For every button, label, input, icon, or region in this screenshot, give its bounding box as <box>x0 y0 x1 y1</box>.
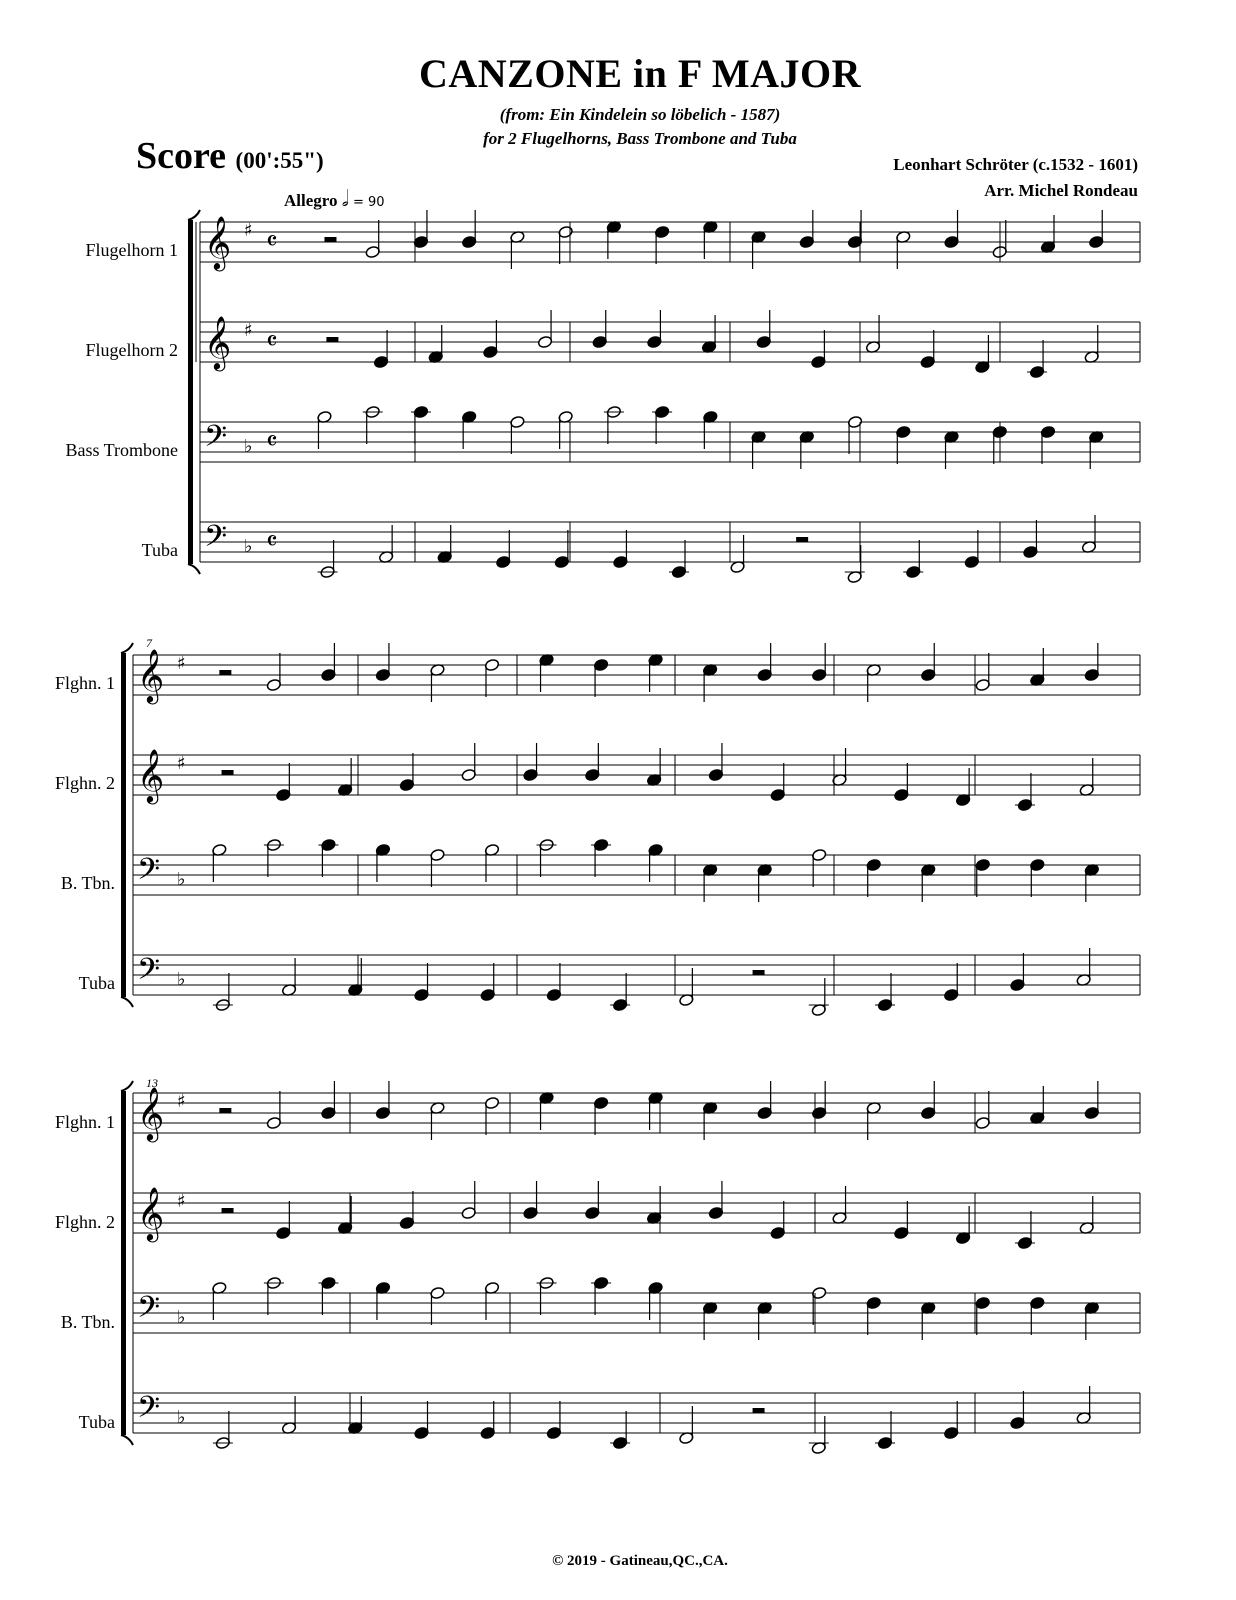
common-time-icon: 𝄴 <box>266 227 278 257</box>
instrument-name: B. Tbn. <box>60 1312 115 1332</box>
bass-clef-icon: 𝄢 <box>137 1391 161 1432</box>
score-title: CANZONE in F MAJOR <box>419 51 861 96</box>
whole-rest-icon <box>219 1108 231 1113</box>
whole-rest-icon <box>222 770 234 775</box>
flat-icon: ♭ <box>177 869 186 890</box>
sharp-icon: ♯ <box>177 1191 186 1212</box>
whole-rest-icon <box>324 237 336 242</box>
treble-clef-icon: 𝄞 <box>204 315 232 369</box>
instrument-name: Flghn. 2 <box>54 773 115 793</box>
score-duration: (00':55") <box>235 148 324 173</box>
instrument-name: B. Tbn. <box>60 873 115 893</box>
system-bracket <box>121 1091 126 1435</box>
instrument-name: Bass Trombone <box>65 440 178 460</box>
instrument-name: Flugelhorn 2 <box>85 340 178 360</box>
score-word: Score <box>136 135 227 177</box>
bracket-hook-top <box>121 1081 133 1091</box>
treble-clef-icon: 𝄞 <box>204 215 232 269</box>
flat-icon: ♭ <box>177 1307 186 1328</box>
bass-clef-icon: 𝄢 <box>137 953 161 994</box>
measure-number: 13 <box>146 1076 158 1090</box>
bass-clef-icon: 𝄢 <box>204 520 228 561</box>
bracket-hook-bottom <box>188 564 200 574</box>
sharp-icon: ♯ <box>244 320 253 341</box>
tempo-value: = 90 <box>353 195 385 210</box>
whole-rest-icon <box>753 1408 765 1413</box>
instrument-name: Flghn. 2 <box>54 1212 115 1232</box>
score-subtitle-instrumentation: for 2 Flugelhorns, Bass Trombone and Tuba <box>483 129 797 148</box>
composer-credit: Leonhart Schröter (c.1532 - 1601) <box>893 155 1138 174</box>
system-bracket <box>188 220 193 564</box>
bracket-hook-top <box>121 643 133 653</box>
measure-number: 7 <box>146 636 152 650</box>
arranger-credit: Arr. Michel Rondeau <box>984 181 1138 200</box>
flat-icon: ♭ <box>244 436 253 457</box>
instrument-name: Tuba <box>78 1412 115 1432</box>
common-time-icon: 𝄴 <box>266 427 278 457</box>
flat-icon: ♭ <box>244 536 253 557</box>
whole-rest-icon <box>222 1208 234 1213</box>
whole-rest-icon <box>796 537 808 542</box>
common-time-icon: 𝄴 <box>266 527 278 557</box>
sharp-icon: ♯ <box>244 220 253 241</box>
instrument-name: Tuba <box>78 973 115 993</box>
instrument-name: Tuba <box>141 540 178 560</box>
bracket-hook-bottom <box>121 1435 133 1445</box>
sharp-icon: ♯ <box>177 753 186 774</box>
whole-rest-icon <box>219 670 231 675</box>
half-note-icon: 𝅗𝅥 <box>341 186 349 211</box>
tempo-word: Allegro <box>284 191 338 210</box>
score-subtitle-source: (from: Ein Kindelein so löbelich - 1587) <box>499 105 781 124</box>
treble-clef-icon: 𝄞 <box>137 1186 165 1240</box>
flat-icon: ♭ <box>177 969 186 990</box>
system-bracket <box>121 653 126 997</box>
treble-clef-icon: 𝄞 <box>137 648 165 702</box>
instrument-name: Flugelhorn 1 <box>85 240 178 260</box>
bracket-hook-top <box>188 210 200 220</box>
bass-clef-icon: 𝄢 <box>204 420 228 461</box>
whole-rest-icon <box>753 970 765 975</box>
instrument-name: Flghn. 1 <box>54 673 115 693</box>
bracket-hook-bottom <box>121 997 133 1007</box>
treble-clef-icon: 𝄞 <box>137 1086 165 1140</box>
common-time-icon: 𝄴 <box>266 327 278 357</box>
treble-clef-icon: 𝄞 <box>137 748 165 802</box>
flat-icon: ♭ <box>177 1407 186 1428</box>
instrument-name: Flghn. 1 <box>54 1112 115 1132</box>
bass-clef-icon: 𝄢 <box>137 853 161 894</box>
sharp-icon: ♯ <box>177 1091 186 1112</box>
copyright-footer: © 2019 - Gatineau,QC.,CA. <box>552 1553 728 1569</box>
whole-rest-icon <box>326 337 338 342</box>
bass-clef-icon: 𝄢 <box>137 1291 161 1332</box>
sharp-icon: ♯ <box>177 653 186 674</box>
